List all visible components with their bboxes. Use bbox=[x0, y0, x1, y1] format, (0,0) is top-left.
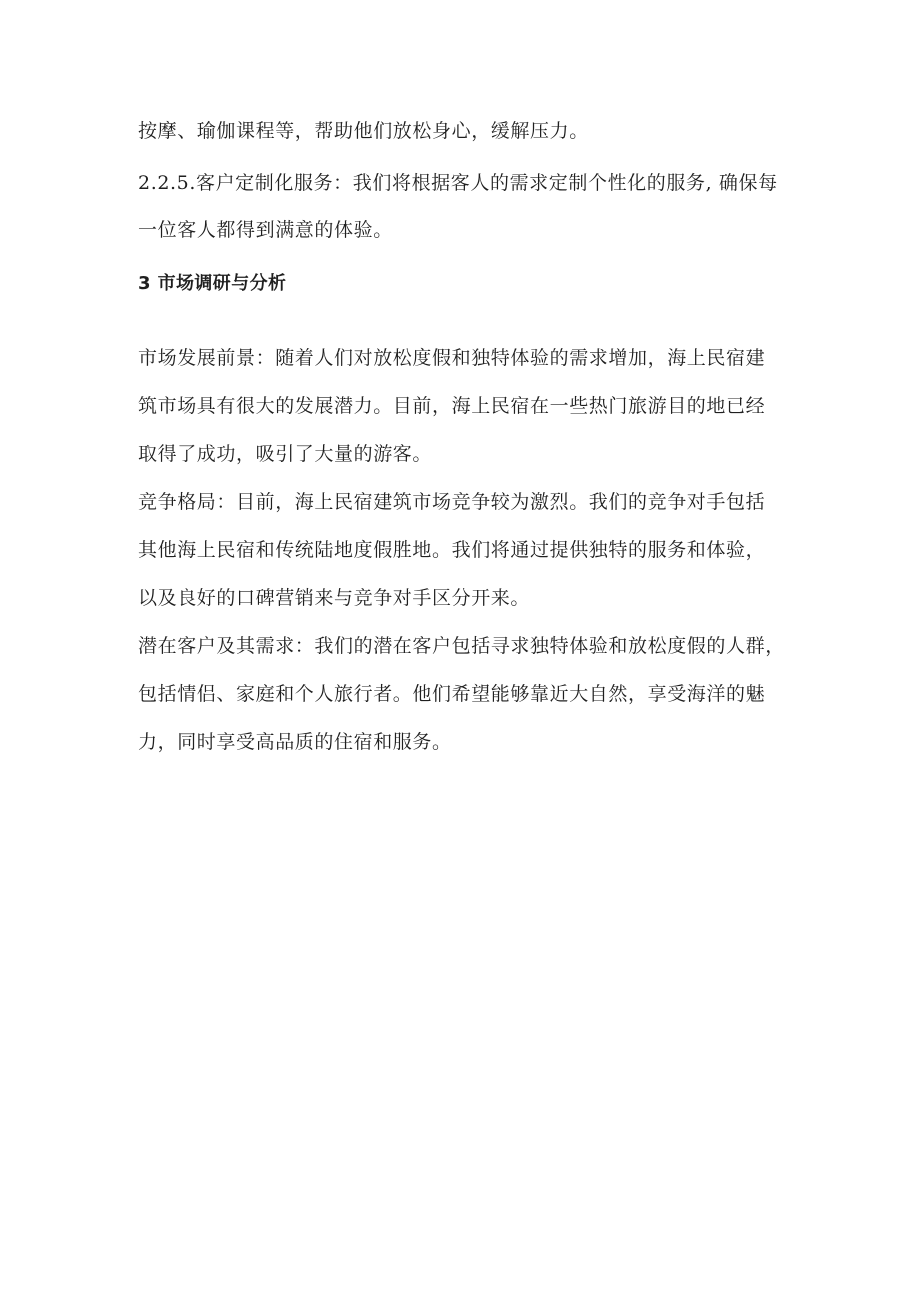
paragraph-line: 2.2.5.客户定制化服务：我们将根据客人的需求定制个性化的服务, 确保每 bbox=[138, 172, 778, 194]
paragraph-line: 一位客人都得到满意的体验。 bbox=[138, 219, 393, 241]
paragraph-line: 潜在客户及其需求：我们的潜在客户包括寻求独特体验和放松度假的人群， bbox=[138, 635, 785, 657]
paragraph-line: 其他海上民宿和传统陆地度假胜地。我们将通过提供独特的服务和体验， bbox=[138, 539, 766, 561]
paragraph-line: 取得了成功，吸引了大量的游客。 bbox=[138, 443, 433, 465]
paragraph-line: 筑市场具有很大的发展潜力。目前，海上民宿在一些热门旅游目的地已经 bbox=[138, 395, 766, 417]
paragraph-line: 按摩、瑜伽课程等，帮助他们放松身心，缓解压力。 bbox=[138, 120, 589, 142]
paragraph-line: 以及良好的口碑营销来与竞争对手区分开来。 bbox=[138, 587, 531, 609]
paragraph-line: 市场发展前景：随着人们对放松度假和独特体验的需求增加，海上民宿建 bbox=[138, 347, 766, 369]
paragraph-line: 力，同时享受高品质的住宿和服务。 bbox=[138, 731, 452, 753]
paragraph-line: 竞争格局：目前，海上民宿建筑市场竞争较为激烈。我们的竞争对手包括 bbox=[138, 491, 766, 513]
section-3-heading: 3 市场调研与分析 bbox=[138, 273, 287, 294]
paragraph-line: 包括情侣、家庭和个人旅行者。他们希望能够靠近大自然，享受海洋的魅 bbox=[138, 683, 766, 705]
